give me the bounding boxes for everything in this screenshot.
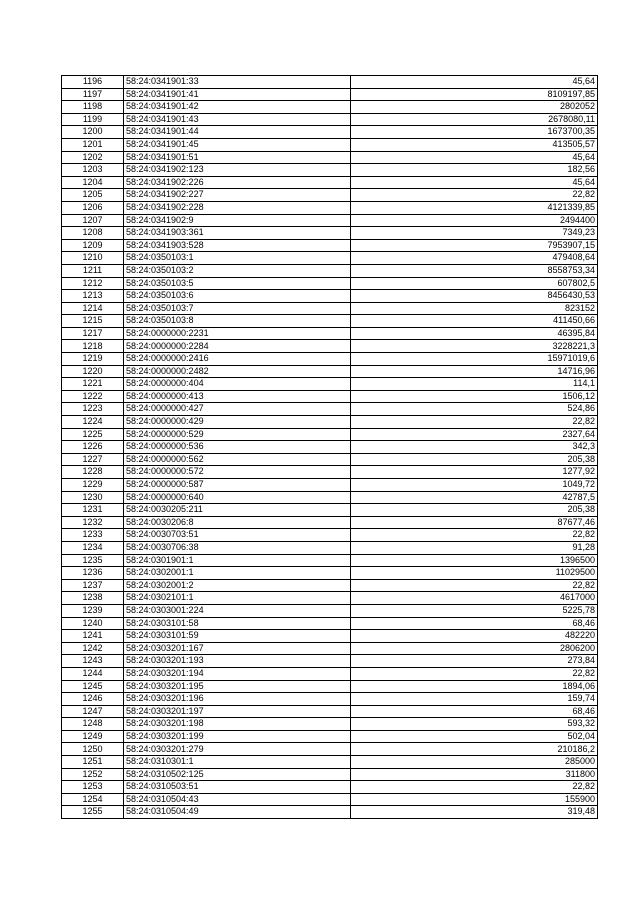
table-row (62, 214, 598, 227)
value-cell: 22,82 (351, 781, 598, 794)
value-cell: 8558753,34 (351, 264, 598, 277)
row-number-cell: 1214 (62, 302, 124, 315)
value-cell: 4617000 (351, 592, 598, 605)
cadastral-number-cell: 58:24:0000000:640 (124, 491, 351, 504)
value-cell: 1506,12 (351, 390, 598, 403)
value-cell: 205,38 (351, 453, 598, 466)
value-cell: 1673700,35 (351, 126, 598, 139)
value-cell: 1049,72 (351, 479, 598, 492)
value-cell: 182,56 (351, 164, 598, 177)
value-cell: 3228221,3 (351, 340, 598, 353)
value-cell: 11029500 (351, 567, 598, 580)
value-cell: 91,28 (351, 541, 598, 554)
cadastral-number-cell: 58:24:0341903:528 (124, 239, 351, 252)
value-cell: 14716,96 (351, 365, 598, 378)
value-cell: 607802,5 (351, 277, 598, 290)
row-number-cell: 1241 (62, 630, 124, 643)
row-number-cell: 1225 (62, 428, 124, 441)
value-cell: 823152 (351, 302, 598, 315)
value-cell: 205,38 (351, 504, 598, 517)
cadastral-number-cell: 58:24:0030703:51 (124, 529, 351, 542)
cadastral-number-cell: 58:24:0341901:45 (124, 138, 351, 151)
row-number-cell: 1238 (62, 592, 124, 605)
value-cell: 411450,66 (351, 315, 598, 328)
row-number-cell: 1219 (62, 353, 124, 366)
table-row (62, 378, 598, 391)
row-number-cell: 1221 (62, 378, 124, 391)
table-row (62, 667, 598, 680)
cadastral-number-cell: 58:24:0000000:413 (124, 390, 351, 403)
table-row (62, 655, 598, 668)
table-row (62, 76, 598, 89)
row-number-cell: 1203 (62, 164, 124, 177)
table-row (62, 630, 598, 643)
row-number-cell: 1245 (62, 680, 124, 693)
value-cell: 45,64 (351, 176, 598, 189)
row-number-cell: 1242 (62, 642, 124, 655)
value-cell: 479408,64 (351, 252, 598, 265)
row-number-cell: 1251 (62, 756, 124, 769)
table-row (62, 327, 598, 340)
cadastral-number-cell: 58:24:0341901:33 (124, 76, 351, 89)
table-row (62, 113, 598, 126)
cadastral-number-cell: 58:24:0350103:2 (124, 264, 351, 277)
value-cell: 159,74 (351, 693, 598, 706)
row-number-cell: 1202 (62, 151, 124, 164)
cadastral-number-cell: 58:24:0301901:1 (124, 554, 351, 567)
cadastral-number-cell: 58:24:0303101:58 (124, 617, 351, 630)
row-number-cell: 1255 (62, 806, 124, 819)
cadastral-number-cell: 58:24:0000000:2284 (124, 340, 351, 353)
cadastral-number-cell: 58:24:0000000:429 (124, 416, 351, 429)
cadastral-number-cell: 58:24:0000000:2482 (124, 365, 351, 378)
cadastral-number-cell: 58:24:0000000:536 (124, 441, 351, 454)
value-cell: 2327,64 (351, 428, 598, 441)
row-number-cell: 1228 (62, 466, 124, 479)
row-number-cell: 1252 (62, 768, 124, 781)
table-row (62, 239, 598, 252)
value-cell: 413505,57 (351, 138, 598, 151)
value-cell: 68,46 (351, 617, 598, 630)
table-row (62, 592, 598, 605)
cadastral-number-cell: 58:24:0341901:41 (124, 88, 351, 101)
cadastral-number-cell: 58:24:0303201:167 (124, 642, 351, 655)
cadastral-number-cell: 58:24:0341902:226 (124, 176, 351, 189)
cadastral-number-cell: 58:24:0303201:199 (124, 730, 351, 743)
table-row (62, 504, 598, 517)
cadastral-number-cell: 58:24:0310504:49 (124, 806, 351, 819)
table-row (62, 264, 598, 277)
table-row (62, 302, 598, 315)
value-cell: 1277,92 (351, 466, 598, 479)
row-number-cell: 1226 (62, 441, 124, 454)
table-row (62, 554, 598, 567)
table-row (62, 101, 598, 114)
table-row (62, 353, 598, 366)
value-cell: 2494400 (351, 214, 598, 227)
value-cell: 319,48 (351, 806, 598, 819)
value-cell: 22,82 (351, 579, 598, 592)
cadastral-number-cell: 58:24:0350103:7 (124, 302, 351, 315)
table-row (62, 164, 598, 177)
table-row (62, 441, 598, 454)
table-row (62, 529, 598, 542)
cadastral-number-cell: 58:24:0000000:2416 (124, 353, 351, 366)
table-row (62, 579, 598, 592)
row-number-cell: 1237 (62, 579, 124, 592)
row-number-cell: 1208 (62, 227, 124, 240)
cadastral-number-cell: 58:24:0303201:197 (124, 705, 351, 718)
cadastral-number-cell: 58:24:0000000:2231 (124, 327, 351, 340)
cadastral-number-cell: 58:24:0303201:196 (124, 693, 351, 706)
table-row (62, 390, 598, 403)
row-number-cell: 1244 (62, 667, 124, 680)
row-number-cell: 1222 (62, 390, 124, 403)
value-cell: 22,82 (351, 667, 598, 680)
row-number-cell: 1209 (62, 239, 124, 252)
value-cell: 8109197,85 (351, 88, 598, 101)
table-row (62, 453, 598, 466)
cadastral-number-cell: 58:24:0000000:404 (124, 378, 351, 391)
row-number-cell: 1211 (62, 264, 124, 277)
row-number-cell: 1230 (62, 491, 124, 504)
row-number-cell: 1198 (62, 101, 124, 114)
row-number-cell: 1212 (62, 277, 124, 290)
cadastral-number-cell: 58:24:0303201:194 (124, 667, 351, 680)
table-row (62, 781, 598, 794)
row-number-cell: 1205 (62, 189, 124, 202)
row-number-cell: 1247 (62, 705, 124, 718)
value-cell: 22,82 (351, 189, 598, 202)
table-row (62, 743, 598, 756)
value-cell: 5225,78 (351, 604, 598, 617)
value-cell: 273,84 (351, 655, 598, 668)
table-row (62, 365, 598, 378)
cadastral-number-cell: 58:24:0303201:193 (124, 655, 351, 668)
cadastral-number-cell: 58:24:0303201:279 (124, 743, 351, 756)
cadastral-number-cell: 58:24:0000000:572 (124, 466, 351, 479)
table-row (62, 567, 598, 580)
cadastral-number-cell: 58:24:0303201:198 (124, 718, 351, 731)
cadastral-number-cell: 58:24:0310301:1 (124, 756, 351, 769)
cadastral-number-cell: 58:24:0000000:427 (124, 403, 351, 416)
cadastral-number-cell: 58:24:0030706:38 (124, 541, 351, 554)
row-number-cell: 1234 (62, 541, 124, 554)
value-cell: 2802052 (351, 101, 598, 114)
cadastral-number-cell: 58:24:0341901:51 (124, 151, 351, 164)
row-number-cell: 1250 (62, 743, 124, 756)
table-row (62, 693, 598, 706)
table-row (62, 491, 598, 504)
table-row (62, 403, 598, 416)
value-cell: 7349,23 (351, 227, 598, 240)
value-cell: 2806200 (351, 642, 598, 655)
table-row (62, 88, 598, 101)
cadastral-number-cell: 58:24:0302001:2 (124, 579, 351, 592)
cadastral-number-cell: 58:24:0000000:529 (124, 428, 351, 441)
value-cell: 45,64 (351, 76, 598, 89)
cadastral-number-cell: 58:24:0302101:1 (124, 592, 351, 605)
value-cell: 15971019,6 (351, 353, 598, 366)
table-row (62, 466, 598, 479)
table-row (62, 227, 598, 240)
row-number-cell: 1229 (62, 479, 124, 492)
row-number-cell: 1217 (62, 327, 124, 340)
cadastral-number-cell: 58:24:0000000:562 (124, 453, 351, 466)
cadastral-number-cell: 58:24:0310503:51 (124, 781, 351, 794)
row-number-cell: 1206 (62, 201, 124, 214)
row-number-cell: 1239 (62, 604, 124, 617)
value-cell: 8456430,53 (351, 290, 598, 303)
cadastral-number-cell: 58:24:0000000:587 (124, 479, 351, 492)
table-row (62, 541, 598, 554)
value-cell: 524,86 (351, 403, 598, 416)
row-number-cell: 1236 (62, 567, 124, 580)
value-cell: 342,3 (351, 441, 598, 454)
row-number-cell: 1249 (62, 730, 124, 743)
table-row (62, 189, 598, 202)
table-row (62, 806, 598, 819)
value-cell: 114,1 (351, 378, 598, 391)
cadastral-number-cell: 58:24:0310502:125 (124, 768, 351, 781)
row-number-cell: 1253 (62, 781, 124, 794)
row-number-cell: 1231 (62, 504, 124, 517)
cadastral-number-cell: 58:24:0341902:9 (124, 214, 351, 227)
table-row (62, 680, 598, 693)
cadastral-number-cell: 58:24:0350103:5 (124, 277, 351, 290)
cadastral-number-cell: 58:24:0341902:227 (124, 189, 351, 202)
row-number-cell: 1204 (62, 176, 124, 189)
value-cell: 285000 (351, 756, 598, 769)
value-cell: 482220 (351, 630, 598, 643)
table-row (62, 617, 598, 630)
row-number-cell: 1213 (62, 290, 124, 303)
cadastral-number-cell: 58:24:0302001:1 (124, 567, 351, 580)
value-cell: 87677,46 (351, 516, 598, 529)
row-number-cell: 1196 (62, 76, 124, 89)
row-number-cell: 1215 (62, 315, 124, 328)
row-number-cell: 1207 (62, 214, 124, 227)
table-row (62, 151, 598, 164)
cadastral-number-cell: 58:24:0303001:224 (124, 604, 351, 617)
cadastral-number-cell: 58:24:0030206:8 (124, 516, 351, 529)
table-row (62, 642, 598, 655)
row-number-cell: 1243 (62, 655, 124, 668)
table-row (62, 138, 598, 151)
table-row (62, 705, 598, 718)
value-cell: 46395,84 (351, 327, 598, 340)
table-row (62, 126, 598, 139)
cadastral-number-cell: 58:24:0303201:195 (124, 680, 351, 693)
table-row (62, 340, 598, 353)
value-cell: 4121339,85 (351, 201, 598, 214)
value-cell: 311800 (351, 768, 598, 781)
value-cell: 593,32 (351, 718, 598, 731)
value-cell: 22,82 (351, 416, 598, 429)
table-row (62, 201, 598, 214)
row-number-cell: 1210 (62, 252, 124, 265)
cadastral-number-cell: 58:24:0341902:123 (124, 164, 351, 177)
table-row (62, 793, 598, 806)
cadastral-number-cell: 58:24:0303101:59 (124, 630, 351, 643)
cadastral-number-cell: 58:24:0030205:211 (124, 504, 351, 517)
cadastral-number-cell: 58:24:0341903:361 (124, 227, 351, 240)
table-row (62, 416, 598, 429)
table-row (62, 516, 598, 529)
value-cell: 68,46 (351, 705, 598, 718)
table-row (62, 604, 598, 617)
cadastral-number-cell: 58:24:0350103:1 (124, 252, 351, 265)
row-number-cell: 1224 (62, 416, 124, 429)
table-row (62, 290, 598, 303)
row-number-cell: 1246 (62, 693, 124, 706)
row-number-cell: 1200 (62, 126, 124, 139)
table-row (62, 277, 598, 290)
value-cell: 1894,06 (351, 680, 598, 693)
value-cell: 2678080,11 (351, 113, 598, 126)
row-number-cell: 1235 (62, 554, 124, 567)
table-row (62, 479, 598, 492)
row-number-cell: 1199 (62, 113, 124, 126)
cadastral-number-cell: 58:24:0341902:228 (124, 201, 351, 214)
table-row (62, 315, 598, 328)
row-number-cell: 1227 (62, 453, 124, 466)
table-row (62, 718, 598, 731)
table-row (62, 428, 598, 441)
value-cell: 7953907,15 (351, 239, 598, 252)
row-number-cell: 1254 (62, 793, 124, 806)
table-row (62, 768, 598, 781)
table-row (62, 730, 598, 743)
value-cell: 502,04 (351, 730, 598, 743)
cadastral-number-cell: 58:24:0350103:6 (124, 290, 351, 303)
row-number-cell: 1233 (62, 529, 124, 542)
row-number-cell: 1218 (62, 340, 124, 353)
row-number-cell: 1232 (62, 516, 124, 529)
table-row (62, 756, 598, 769)
cadastral-number-cell: 58:24:0341901:43 (124, 113, 351, 126)
cadastral-number-cell: 58:24:0310504:43 (124, 793, 351, 806)
value-cell: 1396500 (351, 554, 598, 567)
row-number-cell: 1240 (62, 617, 124, 630)
table-row (62, 176, 598, 189)
row-number-cell: 1248 (62, 718, 124, 731)
row-number-cell: 1220 (62, 365, 124, 378)
cadastral-number-cell: 58:24:0350103:8 (124, 315, 351, 328)
value-cell: 45,64 (351, 151, 598, 164)
data-table (61, 75, 598, 819)
value-cell: 210186,2 (351, 743, 598, 756)
cadastral-number-cell: 58:24:0341901:42 (124, 101, 351, 114)
value-cell: 42787,5 (351, 491, 598, 504)
row-number-cell: 1223 (62, 403, 124, 416)
row-number-cell: 1197 (62, 88, 124, 101)
value-cell: 155900 (351, 793, 598, 806)
value-cell: 22,82 (351, 529, 598, 542)
table-body (62, 76, 598, 819)
cadastral-number-cell: 58:24:0341901:44 (124, 126, 351, 139)
table-row (62, 252, 598, 265)
row-number-cell: 1201 (62, 138, 124, 151)
